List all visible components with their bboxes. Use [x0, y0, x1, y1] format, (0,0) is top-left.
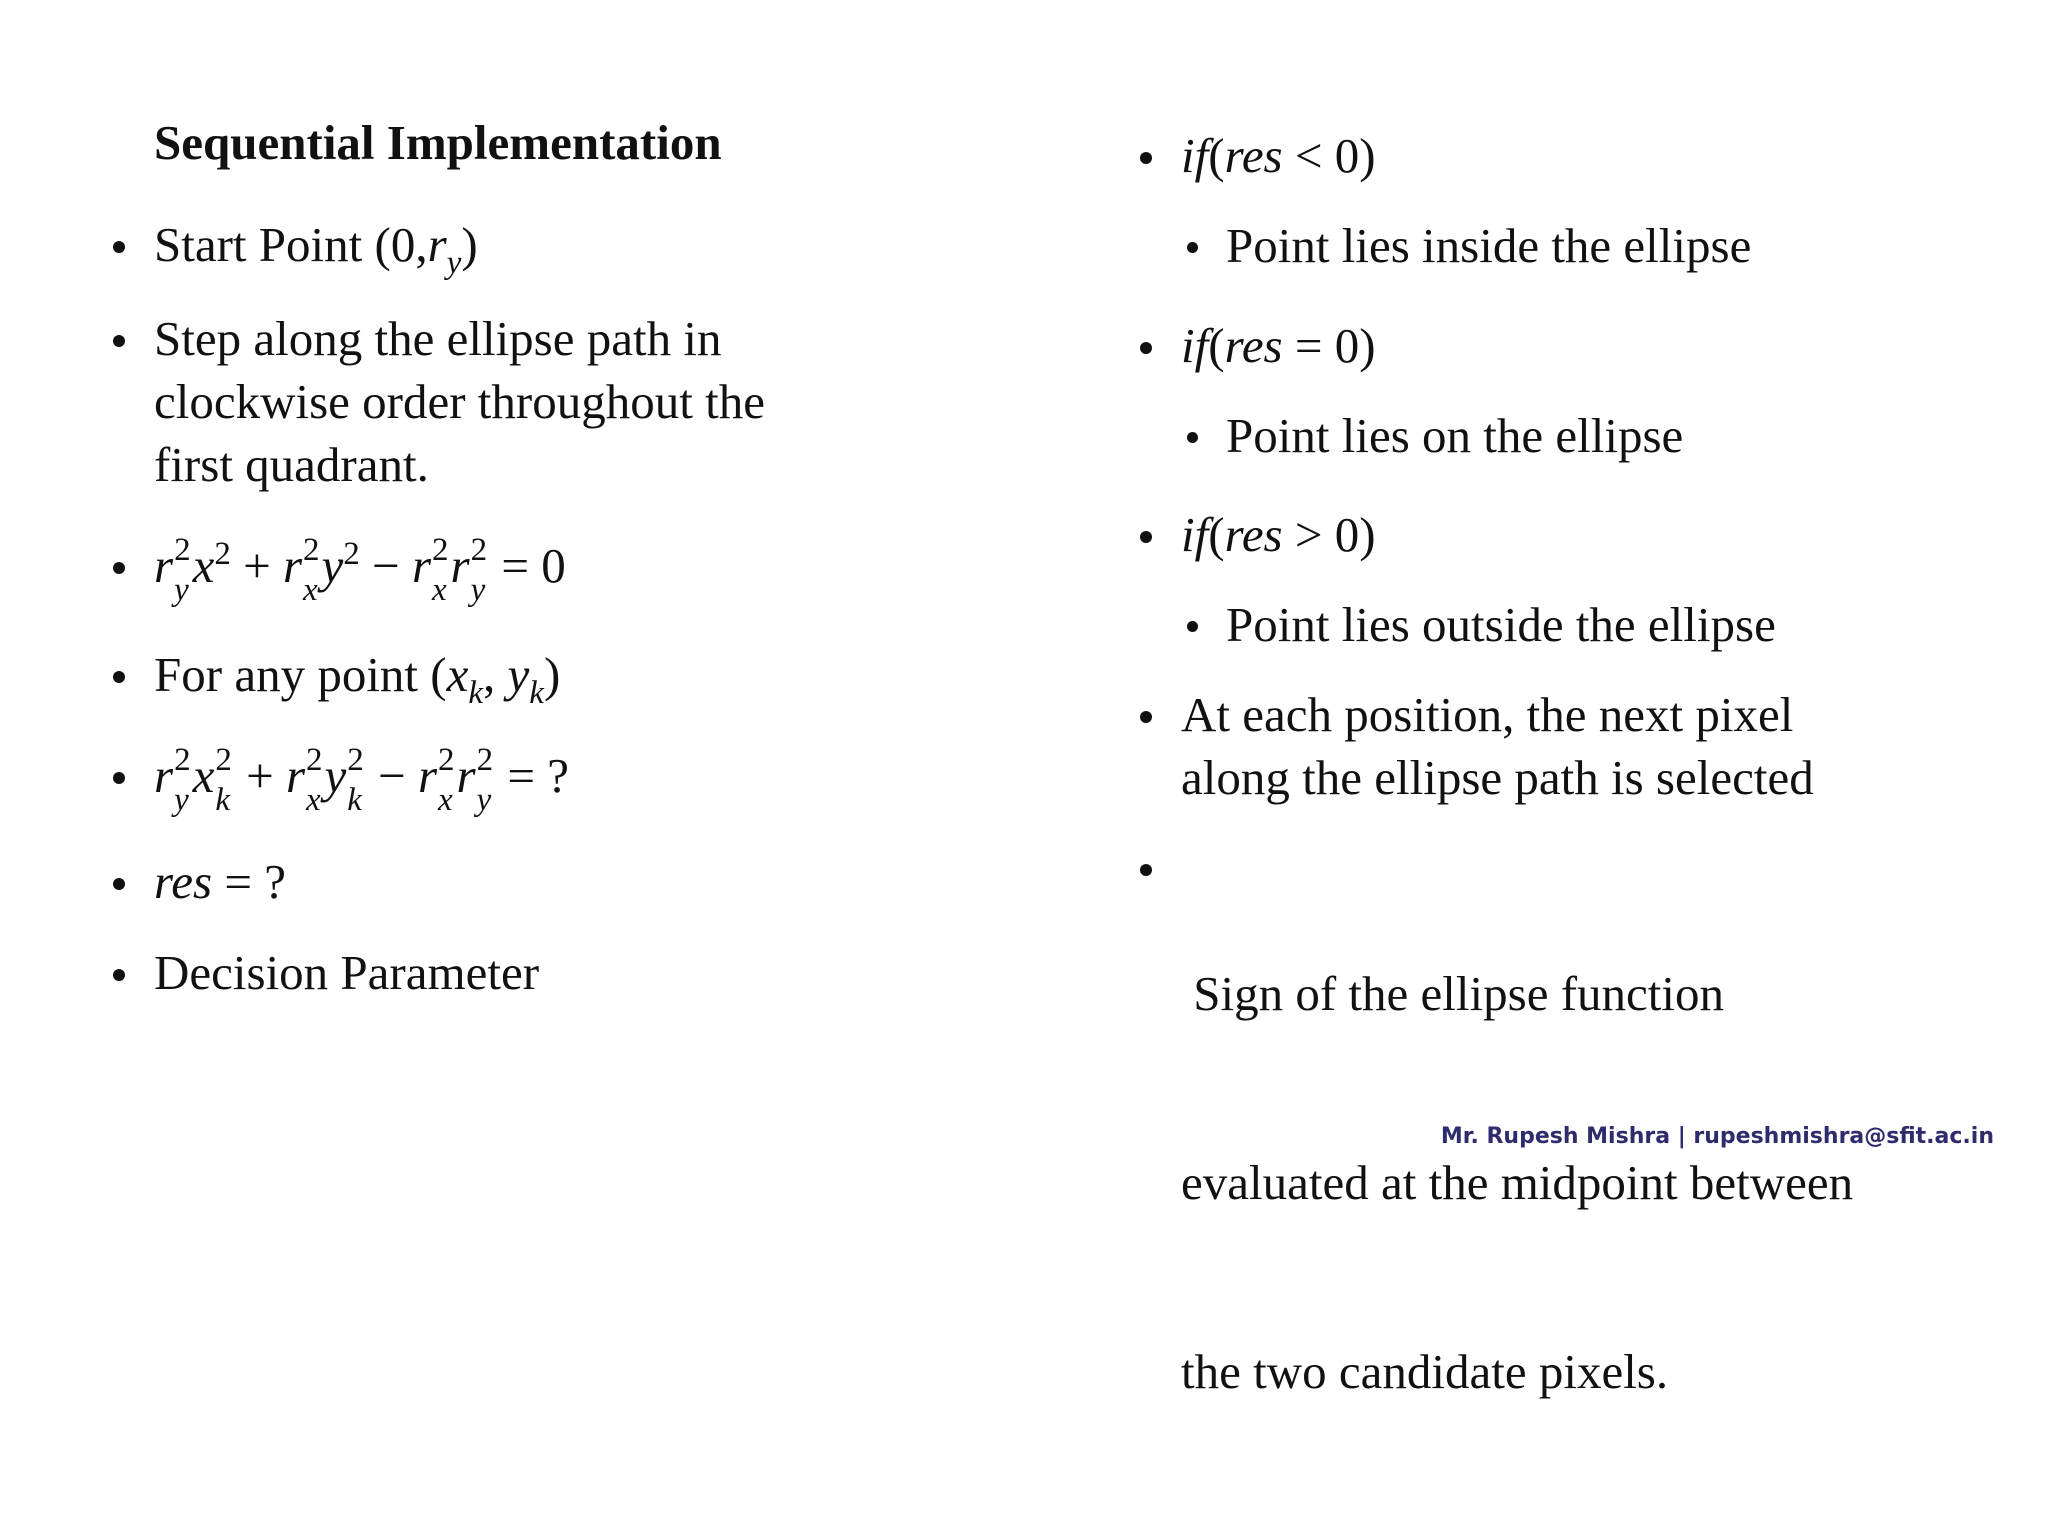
step-line-1: Step along the ellipse path in: [154, 311, 722, 366]
bullet-for-any-point: [154, 643, 560, 713]
equation-question-rhs: ?: [547, 748, 569, 803]
condition-keyword: if: [1181, 507, 1209, 562]
inside-text: Point lies inside the ellipse: [1226, 218, 1752, 273]
condition-value: 0: [1334, 318, 1360, 373]
bullet-dot: [113, 671, 125, 683]
sign-line-1: Sign of the ellipse function: [1181, 966, 1724, 1021]
ellipse-equation: r 2 y $x^2 + r$ 2 x $y^2 - r$ 2 x r 2 y = 0: [154, 531, 566, 608]
res-label: res: [154, 854, 213, 909]
right-column: [1000, 0, 2048, 1399]
bullet-dot: [1140, 342, 1152, 354]
condition-gt: if(res > 0): [1181, 507, 1376, 562]
bullet-condition-eq: [1181, 314, 1376, 377]
condition-keyword: if: [1181, 318, 1209, 373]
start-point-text: Start Point $(0,r_y)$: [154, 217, 478, 281]
condition-value: 0: [1334, 507, 1360, 562]
next-pixel-text: [1181, 683, 1814, 809]
bullet-res: [154, 850, 286, 913]
condition-value: 0: [1334, 128, 1360, 183]
condition-eq: if(res = 0): [1181, 318, 1376, 373]
bullet-step-along: [154, 307, 765, 496]
bullet-ellipse-equation: [154, 531, 566, 608]
bullet-next-pixel: [1181, 683, 1814, 809]
for-any-point-text: For any point ($x_k$, $y_k$): [154, 647, 561, 711]
bullet-dot: [1140, 711, 1152, 723]
sub-bullet-on: [1226, 404, 1683, 467]
bullet-dot: [113, 772, 125, 784]
start-point-label: Start Point: [154, 217, 363, 272]
bullet-dot: [1140, 152, 1152, 164]
bullet-dot: [1187, 242, 1198, 253]
bullet-dot: [113, 969, 125, 981]
step-line-3: first quadrant.: [154, 437, 429, 492]
sign-line-3: the two candidate pixels.: [1181, 1344, 1669, 1399]
decision-parameter-text: Decision Parameter: [154, 945, 540, 1000]
for-any-point-label: For any point: [154, 647, 419, 702]
bullet-condition-lt: [1181, 124, 1376, 187]
condition-operator: >: [1294, 507, 1323, 562]
bullet-point-equation: [154, 741, 569, 818]
condition-var: res: [1224, 507, 1283, 562]
bullet-dot: [113, 562, 125, 574]
bullet-dot: [113, 878, 125, 890]
condition-operator: =: [1294, 318, 1323, 373]
bullet-sign-function: [1181, 836, 1853, 1529]
next-pixel-line-1: At each position, the next pixel: [1181, 687, 1794, 742]
sub-bullet-outside: [1226, 593, 1776, 656]
sub-bullet-inside: [1226, 214, 1751, 277]
condition-lt: if(res < 0): [1181, 128, 1376, 183]
bullet-dot: [113, 241, 125, 253]
condition-var: res: [1224, 128, 1283, 183]
condition-operator: <: [1294, 128, 1323, 183]
step-along-text: [154, 307, 765, 496]
next-pixel-line-2: along the ellipse path is selected: [1181, 750, 1814, 805]
bullet-decision-parameter: [154, 941, 539, 1004]
bullet-dot: [1187, 621, 1198, 632]
bullet-dot: [1140, 864, 1152, 876]
outside-text: Point lies outside the ellipse: [1226, 597, 1776, 652]
left-column: [0, 0, 1000, 1152]
bullet-condition-gt: [1181, 503, 1376, 566]
on-text: Point lies on the ellipse: [1226, 408, 1684, 463]
bullet-start-point: [154, 213, 478, 283]
bullet-dot: [1140, 531, 1152, 543]
sign-line-2: evaluated at the midpoint between: [1181, 1155, 1854, 1210]
condition-keyword: if: [1181, 128, 1209, 183]
point-equation: r 2 y x 2 k + r 2 x y 2 k − r 2 x r 2 y = ?: [154, 741, 569, 818]
condition-var: res: [1224, 318, 1283, 373]
slide-title: Sequential Implementation: [154, 115, 722, 170]
bullet-dot: [113, 335, 125, 347]
step-line-2: clockwise order throughout the: [154, 374, 765, 429]
equation-zero-rhs: 0: [541, 538, 566, 593]
footer-credit: Mr. Rupesh Mishra | rupeshmishra@sfit.ac.in: [1440, 1124, 1994, 1149]
res-equation: res = ?: [154, 854, 286, 909]
bullet-dot: [1187, 432, 1198, 443]
res-rhs: ?: [264, 854, 286, 909]
sign-function-text: [1181, 836, 1853, 1529]
